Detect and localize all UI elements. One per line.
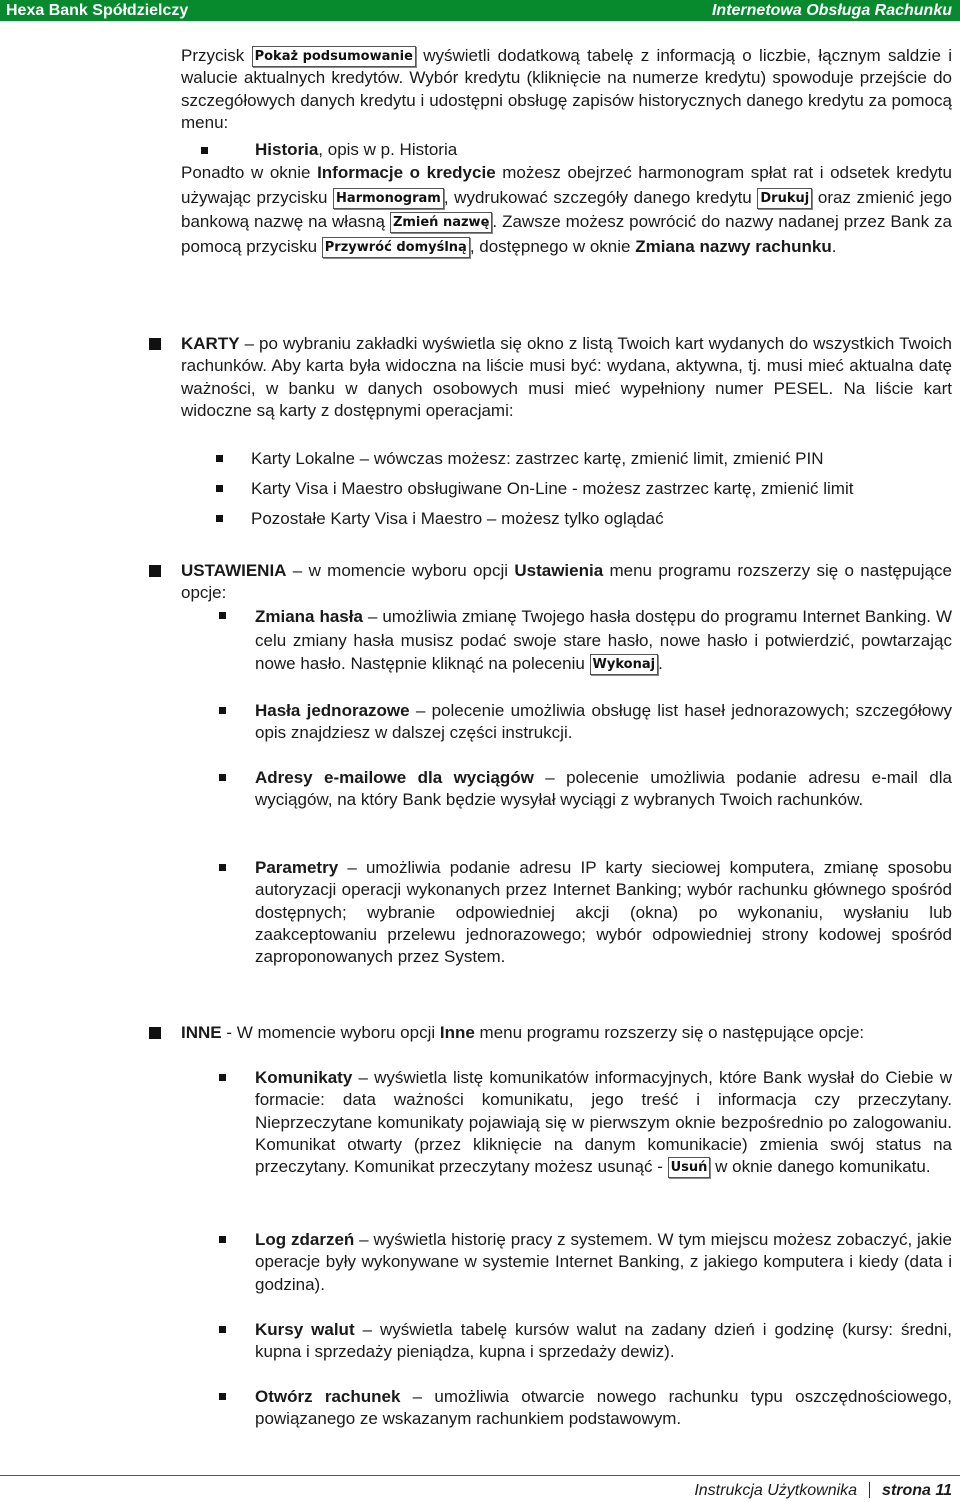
przywroc-domyslna-button[interactable]: Przywróć domyślną [322,237,470,258]
historia-menu-item: Historia, opis w p. Historia [255,140,458,159]
otworz-rachunek-item: Otwórz rachunek – umożliwia otwarcie nowego rachunku typu oszczędnościowego, powiązanego ze wskazanym rachunkiem podstawowym. [255,1387,952,1429]
bullet-icon [216,515,223,522]
hasla-jednorazowe-item: Hasła jednorazowe – polecenie umożliwia obsługę list haseł jednorazowych; szczegółowy opis znajdziesz w dalszej części instrukcji. [255,701,952,743]
adresy-email-item: Adresy e-mailowe dla wyciągów – polecenie umożliwia podanie adresu e-mail dla wyciągów, na który Bank będzie wysyłał wyciągi z wybranych Twoich rachunków. [255,768,952,810]
bullet-icon [219,1236,226,1243]
bullet-icon [216,485,223,492]
parametry-item: Parametry – umożliwia podanie adresu IP karty sieciowej komputera, zmianę sposobu autoryzacji operacji wykonanych przez Internet Banking; wybór rachunku głównego spośród dostępnych; wybranie odpowiedniej akcji (okna) po wykonaniu, wysłaniu lub zaakceptowaniu przelewu jednorazowego; wybór odpowiedniej strony kodowej spośród zaproponowanych przez System. [255,858,952,967]
bank-name: Hexa Bank Spółdzielczy [6,2,189,19]
card-type-item: Karty Visa i Maestro obsługiwane On-Line - możesz zastrzec kartę, zmienić limit [251,479,854,498]
section-bullet-icon [149,565,161,577]
kursy-walut-item: Kursy walut – wyświetla tabelę kursów walut na zadany dzień i godzinę (kursy: średni, kupna i sprzedaży pieniądza, kupna i sprzedaży dewiz). [255,1320,952,1362]
wykonaj-button[interactable]: Wykonaj [590,654,659,675]
footer-divider [0,1475,960,1476]
karty-section: KARTY – po wybraniu zakładki wyświetla się okno z listą Twoich kart wydanych do wszystkich Twoich rachunków. Aby karta była widoczna na liście musi być: wydana, aktywna, tj. musi mieć aktualna datę ważności, w banku w danych osobowych musi mieć wypełniony numer PESEL. Na liście kart widoczne są karty z dostępnymi operacjami: [181,334,952,420]
bullet-icon [219,774,226,781]
bullet-icon [219,1326,226,1333]
inne-section: INNE - W momencie wyboru opcji Inne menu programu rozszerzy się o następujące opcje: [181,1023,865,1042]
footer-separator [869,1482,870,1498]
usun-button[interactable]: Usuń [668,1157,711,1178]
card-type-item: Karty Lokalne – wówczas możesz: zastrzec kartę, zmienić limit, zmienić PIN [251,449,824,468]
section-bullet-icon [149,338,161,350]
card-type-item: Pozostałe Karty Visa i Maestro – możesz tylko oglądać [251,509,664,528]
komunikaty-item: Komunikaty – wyświetla listę komunikatów informacyjnych, które Bank wysłał do Ciebie w formacie: data ważności komunikatu, jego treść i informacja czy przeczytany. Nieprzeczytane komunikaty pojawiają się w pierwszym oknie bezpośrednio po zalogowaniu. Komunikat otwarty (przez kliknięcie na danym komunikacie) zmienia swój status na przeczytany. Komunikat przeczytany możesz usunąć - Usuń w oknie danego komunikatu. [255,1068,952,1177]
section-bullet-icon [149,1027,161,1039]
bullet-icon [201,147,208,154]
bullet-icon [219,707,226,714]
ustawienia-section: USTAWIENIA – w momencie wyboru opcji Ustawienia menu programu rozszerzy się o następujące opcje: [181,561,952,603]
bullet-icon [219,1074,226,1081]
document-title: Internetowa Obsługa Rachunku [711,2,952,19]
bullet-icon [216,455,223,462]
harmonogram-button[interactable]: Harmonogram [333,188,444,209]
bullet-icon [219,1393,226,1400]
zmien-nazwe-button[interactable]: Zmień nazwę [390,212,492,233]
drukuj-button[interactable]: Drukuj [757,188,812,209]
page-number: strona 11 [882,1482,952,1499]
zmiana-hasla-item: Zmiana hasła – umożliwia zmianę Twojego hasła dostępu do programu Internet Banking. W celu zmiany hasła musisz podać swoje stare hasło, nowe hasło i potwierdzić, powtarzając nowe hasło. Następnie kliknąć na poleceniu Wykonaj . [255,607,952,673]
bullet-icon [219,864,226,871]
footer-doc-name: Instrukcja Użytkownika [694,1482,858,1499]
header-bar [0,0,960,21]
pokaz-podsumowanie-button[interactable]: Pokaż podsumowanie [252,46,416,67]
log-zdarzen-item: Log zdarzeń – wyświetla historię pracy z systemem. W tym miejscu możesz zobaczyć, jakie operacje były wykonywane w systemie Internet Banking, z jakiego komputera i kiedy (data i godzina). [255,1230,952,1294]
bullet-icon [219,612,226,619]
footer [694,1482,952,1500]
credit-summary-paragraph: Przycisk Pokaż podsumowanie wyświetli dodatkową tabelę z informacją o liczbie, łącznym saldzie i walucie aktualnych kredytów. Wybór kredytu (kliknięcie na numerze kredytu) spowoduje przejście do szczegółowych danych kredytu i udostępni obsługę zapisów historycznych danego kredytu za pomocą menu: [181,46,953,132]
credit-info-paragraph: Ponadto w oknie Informacje o kredycie możesz obejrzeć harmonogram spłat rat i odsetek kredytu używając przycisku Harmonogram , wydrukować szczegóły danego kredytu Drukuj oraz zmienić jego bankową nazwę na własną Zmień nazwę . Zawsze możesz powrócić do nazwy nadanej przez Bank za pomocą przycisku Przywróć domyślną , dostępnego w oknie Zmiana nazwy rachunku. [181,163,952,256]
